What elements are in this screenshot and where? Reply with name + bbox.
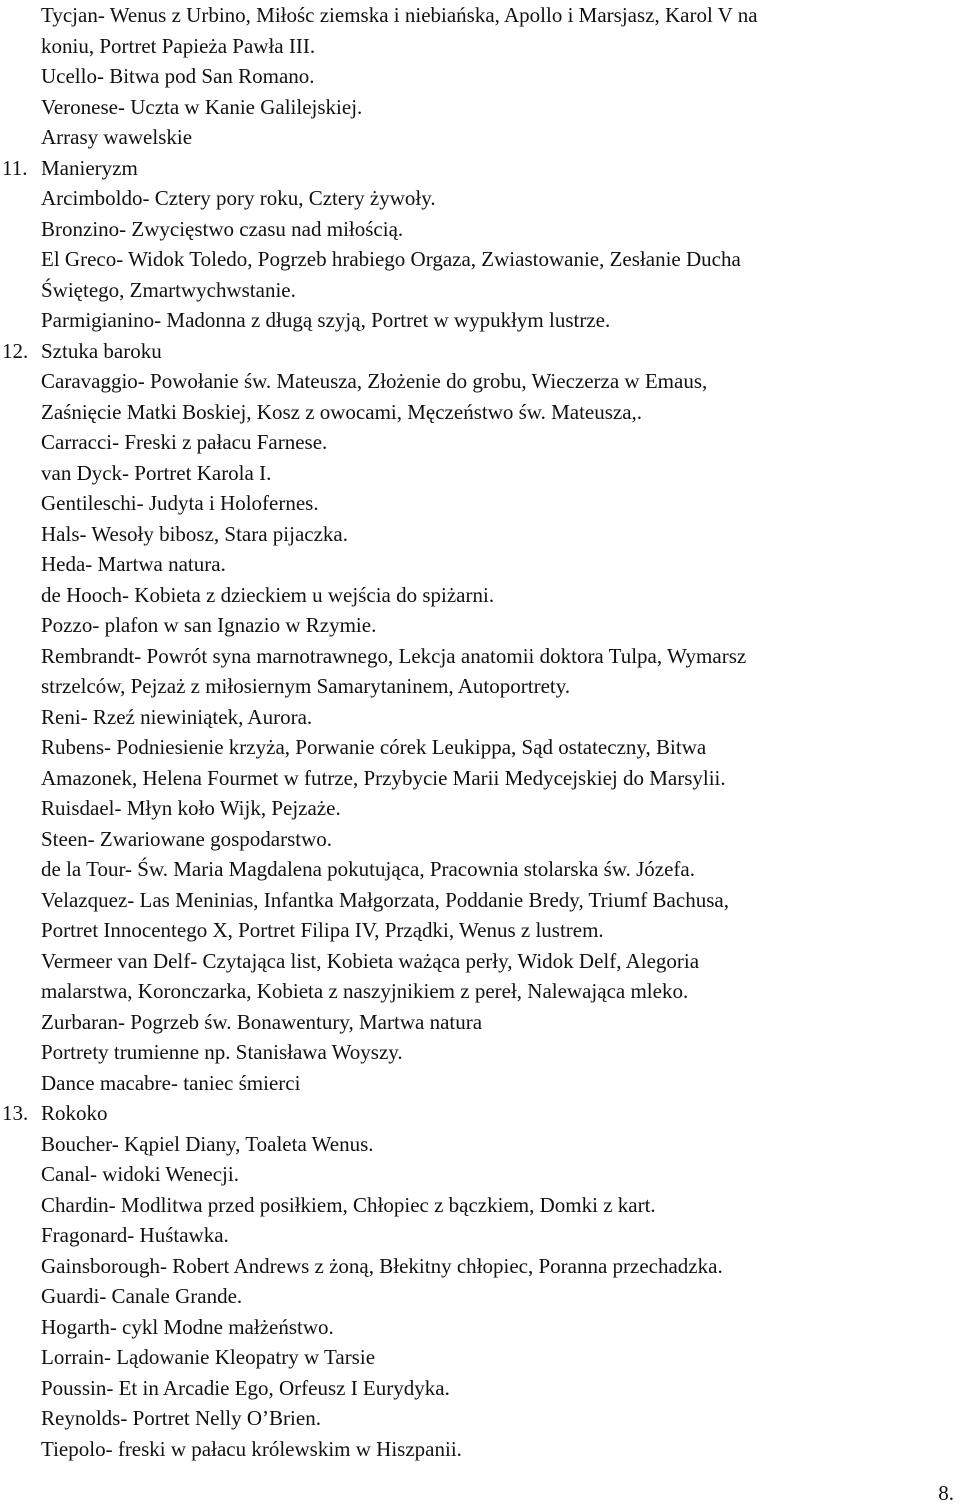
section-heading-line [0,1098,960,1128]
text-line [0,854,960,884]
line-text: Veronese- Uczta w Kanie Galilejskiej. [41,94,363,119]
section-number: 13. [2,1101,29,1125]
text-line [0,366,960,396]
text-line [0,915,960,945]
text-line [0,549,960,579]
text-line [0,1281,960,1311]
text-line [0,1220,960,1250]
text-line [0,305,960,335]
line-text: de Hooch- Kobieta z dzieckiem u wejścia do spiżarni. [41,582,495,607]
text-line [0,671,960,701]
text-line [0,458,960,488]
line-text: Zaśnięcie Matki Boskiej, Kosz z owocami, Męczeństwo św. Mateusza,. [41,399,643,424]
line-text: Gainsborough- Robert Andrews z żoną, Błekitny chłopiec, Poranna przechadzka. [41,1253,723,1278]
line-text: Boucher- Kąpiel Diany, Toaleta Wenus. [41,1131,374,1156]
text-line [0,1129,960,1159]
section-heading-line [0,153,960,183]
line-text: Guardi- Canale Grande. [41,1284,243,1308]
line-text: Rubens- Podniesienie krzyża, Porwanie córek Leukippa, Sąd ostateczny, Bitwa [41,735,707,759]
page-number: 8. [938,1481,954,1505]
line-text: Reynolds- Portret Nelly O’Brien. [41,1406,321,1430]
line-text: Lorrain- Lądowanie Kleopatry w Tarsie [41,1345,376,1369]
text-line [0,1190,960,1220]
line-text: Hals- Wesoły bibosz, Stara pijaczka. [41,521,349,546]
line-text: Steen- Zwariowane gospodarstwo. [41,826,333,851]
line-text: Bronzino- Zwycięstwo czasu nad miłością. [41,216,404,241]
line-text: Świętego, Zmartwychwstanie. [41,277,296,302]
line-text: de la Tour- Św. Maria Magdalena pokutująca, Pracownia stolarska św. Józefa. [41,857,695,881]
line-text: Portret Innocentego X, Portret Filipa IV, Prządki, Wenus z lustrem. [41,918,604,942]
line-text: Chardin- Modlitwa przed posiłkiem, Chłopiec z bączkiem, Domki z kart. [41,1192,656,1217]
line-text: Heda- Martwa natura. [41,552,226,576]
text-line [0,122,960,152]
line-text: Reni- Rzeź niewiniątek, Aurora. [41,704,313,729]
line-text: Velazquez- Las Meninias, Infantka Małgorzata, Poddanie Bredy, Triumf Bachusa, [41,887,729,912]
line-text: Dance macabre- taniec śmierci [41,1070,301,1095]
text-line [0,214,960,244]
line-text: Arrasy wawelskie [41,125,193,149]
line-text: strzelców, Pejzaż z miłosiernym Samarytaninem, Autoportrety. [41,674,571,698]
line-text: malarstwa, Koronczarka, Kobieta z naszyjnikiem z pereł, Nalewająca mleko. [41,979,689,1003]
text-line [0,885,960,915]
line-text: Fragonard- Huśtawka. [41,1223,229,1247]
text-line [0,275,960,305]
text-line [0,580,960,610]
text-line [0,1037,960,1067]
section-number: 11. [2,155,28,180]
text-line [0,0,960,30]
text-line [0,1159,960,1189]
line-text: Caravaggio- Powołanie św. Mateusza, Złożenie do grobu, Wieczerza w Emaus, [41,369,708,393]
line-text: koniu, Portret Papieża Pawła III. [41,33,316,58]
line-text: Vermeer van Delf- Czytająca list, Kobieta ważąca perły, Widok Delf, Alegoria [41,948,700,973]
line-text: Ruisdael- Młyn koło Wijk, Pejzaże. [41,796,341,820]
section-title: Manieryzm [41,155,138,180]
line-text: Arcimboldo- Cztery pory roku, Cztery żywoły. [41,186,436,210]
text-line [0,732,960,762]
text-line [0,641,960,671]
line-text: van Dyck- Portret Karola I. [41,460,272,485]
text-line [0,763,960,793]
section-title: Rokoko [41,1101,108,1125]
line-text: Ucello- Bitwa pod San Romano. [41,64,315,88]
section-heading-line [0,336,960,366]
text-line [0,1434,960,1464]
line-text: Parmigianino- Madonna z długą szyją, Portret w wypukłym lustrze. [41,308,611,332]
line-text: Gentileschi- Judyta i Holofernes. [41,491,319,515]
text-line [0,183,960,213]
text-line [0,610,960,640]
line-text: Tycjan- Wenus z Urbino, Miłośc ziemska i niebiańska, Apollo i Marsjasz, Karol V na [41,3,758,27]
text-line [0,946,960,976]
line-text: El Greco- Widok Toledo, Pogrzeb hrabiego Orgaza, Zwiastowanie, Zesłanie Ducha [41,247,741,271]
line-text: Canal- widoki Wenecji. [41,1162,239,1186]
text-line [0,1068,960,1098]
line-text: Hogarth- cykl Modne małżeństwo. [41,1314,334,1339]
text-line [0,31,960,61]
text-line [0,61,960,91]
section-title: Sztuka baroku [41,338,162,363]
line-text: Amazonek, Helena Fourmet w futrze, Przybycie Marii Medycejskiej do Marsylii. [41,765,726,790]
text-line [0,824,960,854]
text-line [0,519,960,549]
line-text: Pozzo- plafon w san Ignazio w Rzymie. [41,613,377,637]
line-text: Portrety trumienne np. Stanisława Woyszy. [41,1040,403,1064]
text-line [0,1251,960,1281]
text-line [0,92,960,122]
line-text: Tiepolo- freski w pałacu królewskim w Hiszpanii. [41,1436,462,1461]
line-text: Zurbaran- Pogrzeb św. Bonawentury, Martwa natura [41,1009,483,1034]
text-line [0,488,960,518]
text-line [0,1373,960,1403]
text-line [0,1403,960,1433]
text-line [0,427,960,457]
line-text: Rembrandt- Powrót syna marnotrawnego, Lekcja anatomii doktora Tulpa, Wymarsz [41,643,747,668]
line-text: Poussin- Et in Arcadie Ego, Orfeusz I Eurydyka. [41,1375,450,1400]
text-line [0,397,960,427]
text-line [0,1342,960,1372]
text-line [0,1007,960,1037]
text-line [0,244,960,274]
line-text: Carracci- Freski z pałacu Farnese. [41,430,328,454]
text-line [0,976,960,1006]
text-line [0,793,960,823]
text-line [0,1312,960,1342]
section-number: 12. [2,338,29,363]
text-line [0,702,960,732]
